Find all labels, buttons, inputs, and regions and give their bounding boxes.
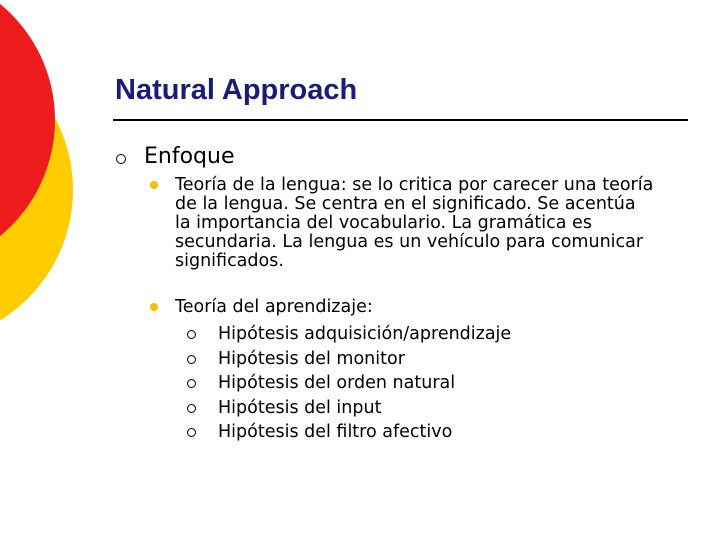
hypothesis-text: Hipótesis del orden natural xyxy=(218,373,456,393)
ring-bullet-icon xyxy=(187,428,196,437)
hypotheses-list xyxy=(218,322,511,445)
hypothesis-text: Hipótesis del filtro afectivo xyxy=(218,422,453,442)
bullet-teoria-aprendizaje xyxy=(175,298,655,317)
yellow-circle xyxy=(0,37,73,343)
bullet-teoria-lengua xyxy=(175,176,655,271)
hypothesis-text: Hipótesis del monitor xyxy=(218,348,405,369)
list-item xyxy=(218,420,511,445)
bullet-teoria-lengua-text: Teoría de la lengua: se lo critica por carecer una teoría de la lengua. Se centra en el significado. Se acentúa la importancia del vocabulario. La gramática es secundaria. La lengua es un vehículo para comunicar significados. xyxy=(175,175,654,271)
list-item xyxy=(218,347,511,372)
ring-bullet-icon xyxy=(187,404,196,413)
hypothesis-text: Hipótesis adquisición/aprendizaje xyxy=(218,324,512,344)
ring-bullet-icon xyxy=(187,330,196,339)
list-item xyxy=(218,396,511,421)
list-item xyxy=(218,322,511,347)
bullet-teoria-aprendizaje-text: Teoría del aprendizaje: xyxy=(175,297,373,317)
yellow-dot-bullet-icon xyxy=(150,303,158,311)
ring-bullet-icon xyxy=(187,355,196,364)
red-circle xyxy=(0,0,55,270)
yellow-dot-bullet-icon xyxy=(150,181,158,189)
ring-bullet-icon xyxy=(116,154,126,164)
list-item xyxy=(218,371,511,396)
ring-bullet-icon xyxy=(187,379,196,388)
slide-title: Natural Approach xyxy=(115,74,358,106)
bullet-enfoque-text: Enfoque xyxy=(144,144,235,169)
hypothesis-text: Hipótesis del input xyxy=(218,397,382,418)
title-divider xyxy=(113,119,688,121)
